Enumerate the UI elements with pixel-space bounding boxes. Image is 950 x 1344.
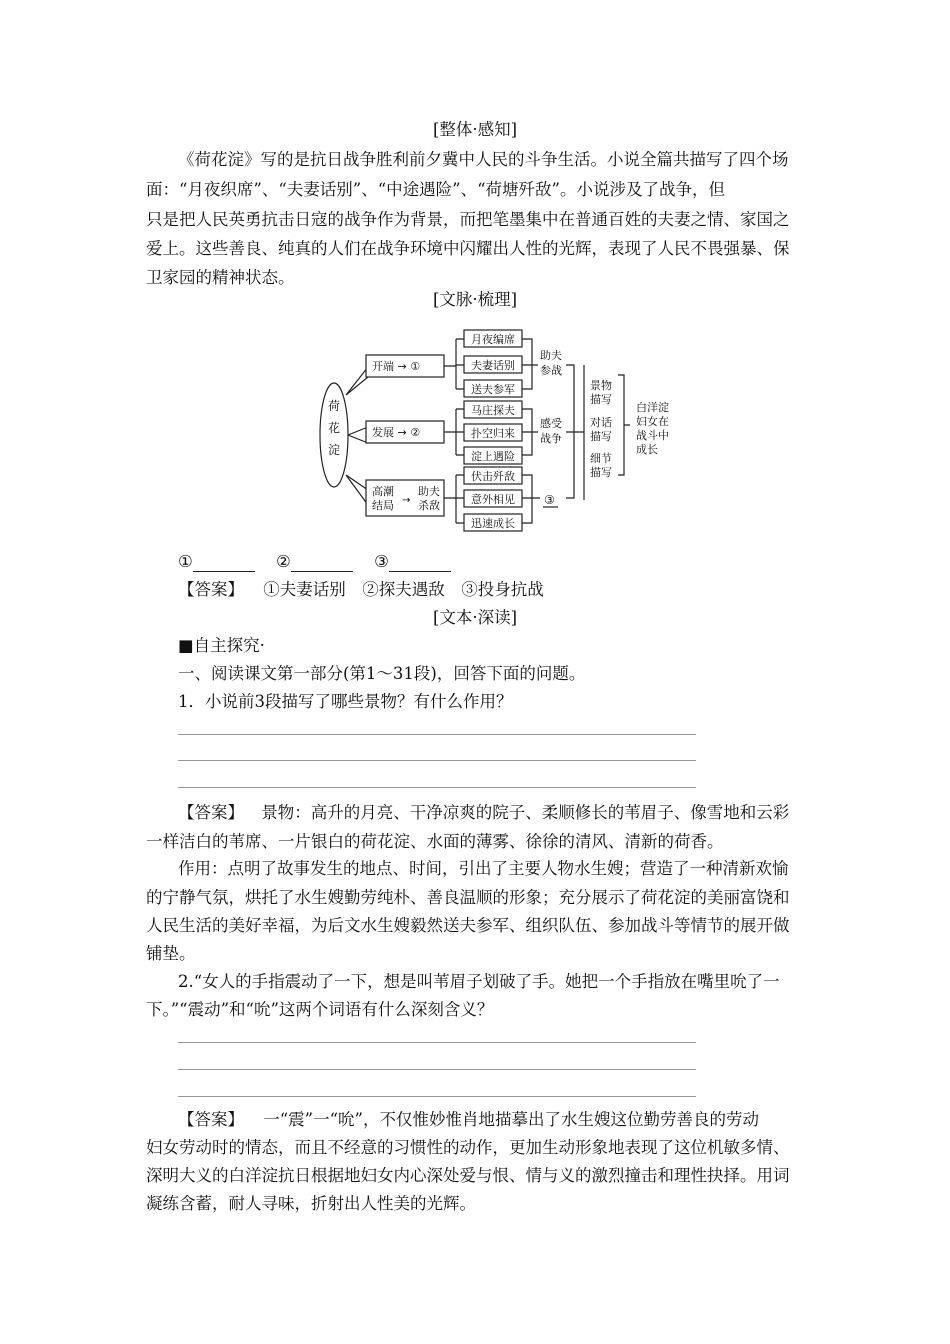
part-one-instruction: 一、阅读课文第一部分(第1～31段)，回答下面的问题。 [178,664,586,683]
answer-q1-text-1: 景物：高升的月亮、干净凉爽的院子、柔顺修长的苇眉子、像雪地和云彩 [261,803,790,822]
answer-q2-label: 【答案】 [178,1110,244,1129]
section-label-develop: 发展 → ② [372,426,421,439]
tech-scenery-2: 描写 [590,393,612,406]
answer-1-label: 【答案】 [178,580,244,599]
summary-feel-1: 感受 [540,417,562,430]
intro-line-2: 面：“月夜织席”、“夫妻话别”、“中途遇险”、“荷塘歼敌”。小说涉及了战争，但 [146,180,725,199]
answer-q2-line-2: 妇女劳动时的情态，而且不经意的习惯性的动作，更加生动形象地表现了这位机敏多情、 [146,1138,790,1157]
climax-help-1: 助夫 [418,485,440,498]
item-unexpected-meet: 意外相见 [471,493,515,506]
section-label-climax-2: 结局 [372,499,394,512]
answer-q2-line-3: 深明大义的白洋淀抗日根据地妇女内心深处爱与恨、情与义的激烈撞击和理性抉择。用词 [146,1166,790,1185]
intro-line-4: 爱上。这些善良、纯真的人们在战争环境中闪耀出人性的光辉，表现了人民不畏强暴、保 [146,239,790,258]
answer-q1-line-2: 一样洁白的苇席、一片银白的荷花淀、水面的薄雾、徐徐的清风、清新的荷香。 [146,832,724,851]
question-2-line-1: 2.“女人的手指震动了一下，想是叫苇眉子划破了手。她把一个手指放在嘴里吮了一 [178,972,780,991]
tech-detail-1: 细节 [590,452,612,465]
item-danger-lake: 淀上遇险 [471,450,515,463]
summary-help-1: 助夫 [540,349,562,362]
tech-dialogue-2: 描写 [590,430,612,443]
summary-help-2: 参战 [540,364,562,377]
blank-1-line[interactable] [193,555,255,572]
answer-rule-5[interactable] [178,1069,696,1070]
section-label-climax-1: 高潮 [372,485,394,498]
answer-1 [178,580,544,600]
intro-line-5: 卫家园的精神状态。 [146,268,295,287]
section-title: ■自主探究· [178,636,265,655]
title-char-3: 淀 [327,443,341,457]
answer-q1-effect-1: 作用：点明了故事发生的地点、时间，引出了主要人物水生嫂；营造了一种清新欢愉 [178,859,789,878]
answer-q2-line-1 [178,1110,759,1130]
question-2-line-2: 下。”“震动”和“吮”这两个词语有什么深刻含义？ [146,1000,494,1019]
answer-rule-6[interactable] [178,1096,696,1097]
theme-3: 战斗中 [636,429,669,442]
item-visit-husband: 马庄探夫 [471,404,515,417]
answer-rule-2[interactable] [178,760,696,761]
tech-dialogue-1: 对话 [590,416,612,429]
heading-deep-reading: [文本·深读] [432,608,518,627]
theme-4: 成长 [636,443,658,456]
item-ambush: 伏击歼敌 [471,470,515,483]
answer-rule-4[interactable] [178,1042,696,1043]
item-moon-weaving: 月夜编席 [471,333,515,346]
structure-diagram [318,325,688,550]
intro-line-1: 《荷花淀》写的是抗日战争胜利前夕冀中人民的斗争生活。小说全篇共描写了四个场 [178,150,789,169]
item-rapid-growth: 迅速成长 [471,517,515,530]
answer-q1-label: 【答案】 [178,803,244,822]
tech-scenery-1: 景物 [590,379,612,392]
answer-rule-3[interactable] [178,787,696,788]
title-char-2: 花 [327,421,341,435]
question-1: 1．小说前3段描写了哪些景物？有什么作用？ [178,692,513,711]
answer-q1-effect-2: 的宁静气氛，烘托了水生嫂勤劳纯朴、善良温顺的形象；充分展示了荷花淀的美丽富饶和 [146,888,790,907]
answer-rule-1[interactable] [178,734,696,735]
theme-1: 白洋淀 [636,401,669,414]
blank-3-label: ③ [374,552,389,571]
theme-2: 妇女在 [636,415,669,428]
heading-structure: [文脉·梳理] [432,290,518,309]
climax-help-2: 杀敌 [418,499,440,512]
answer-1-text: ①夫妻话别 ②探夫遇敌 ③投身抗战 [263,580,544,599]
blank-2-label: ② [276,552,291,571]
item-couple-farewell: 夫妻话别 [471,359,515,372]
section-label-start: 开端 → ① [372,360,421,373]
tech-detail-2: 描写 [590,466,612,479]
summary-blank-3: ③ [544,493,555,507]
title-char-1: 荷 [327,399,341,413]
heading-overall-perception: [整体·感知] [432,120,518,139]
item-return-empty: 扑空归来 [471,427,515,440]
answer-q1-effect-3: 人民生活的美好幸福，为后文水生嫂毅然送夫参军、组织队伍、参加战斗等情节的展开做 [146,916,790,935]
answer-q1-effect-4: 铺垫。 [146,944,196,963]
answer-q1-line-1 [178,803,789,823]
intro-line-3: 只是把人民英勇抗击日寇的战争作为背景，而把笔墨集中在普通百姓的夫妻之情、家国之 [146,210,790,229]
summary-feel-2: 战争 [540,432,562,445]
answer-q2-text-1: 一“震”一“吮”，不仅惟妙惟肖地描摹出了水生嫂这位勤劳善良的劳动 [263,1110,759,1129]
answer-q2-line-4: 凝练含蓄，耐人寻味，折射出人性美的光辉。 [146,1194,476,1213]
item-send-husband: 送夫参军 [471,383,515,396]
blank-1-label: ① [178,552,193,571]
climax-arrow: → [402,495,411,506]
blank-2-line[interactable] [291,555,353,572]
blank-3-line[interactable] [389,555,451,572]
blank-row [178,552,467,572]
